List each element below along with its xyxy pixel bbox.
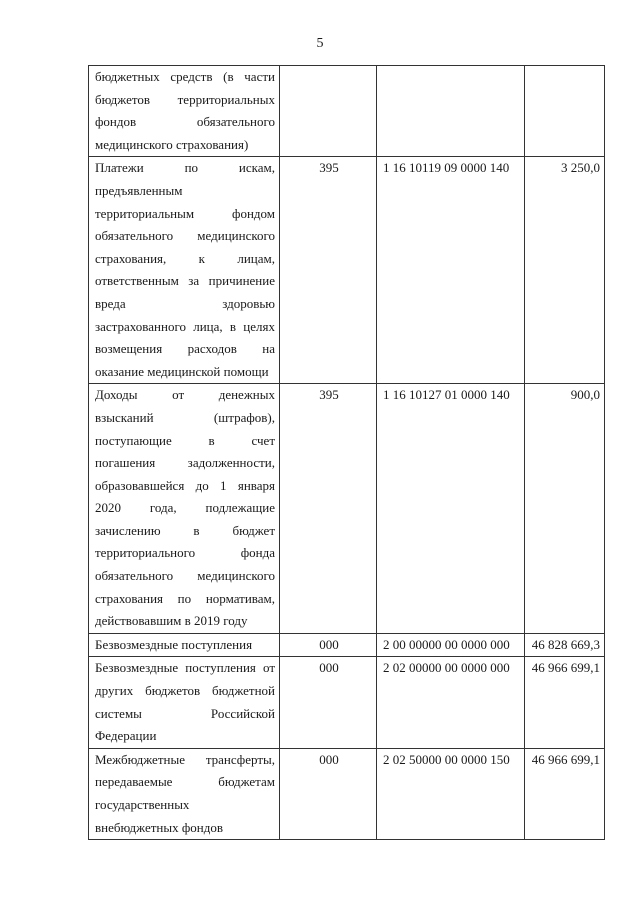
administrator-code-cell: 000: [280, 657, 377, 748]
page-number: 5: [316, 36, 324, 51]
amount-cell: 3 250,0: [525, 157, 605, 384]
table-row: [89, 66, 605, 157]
budget-classification-code-cell: 2 00 00000 00 0000 000: [377, 633, 525, 657]
budget-classification-code-cell: 1 16 10127 01 0000 140: [377, 384, 525, 634]
revenue-name-cell: [89, 633, 280, 657]
revenue-name-line: Межбюджетные трансферты,: [95, 751, 275, 767]
revenue-name-line: действовавшим в 2019 году: [95, 613, 248, 629]
revenue-name-line: передаваемые бюджетам: [95, 774, 275, 790]
revenue-name-line: обязательного медицинского: [95, 568, 275, 584]
table-row: [89, 384, 605, 634]
revenue-name-cell: [89, 66, 280, 157]
revenue-name-line: Платежи по искам,: [95, 160, 275, 176]
revenue-name-cell: [89, 157, 280, 384]
revenue-name-line: оказание медицинской помощи: [95, 363, 269, 379]
revenue-name-line: зачислению в бюджет: [95, 522, 275, 538]
revenue-name-line: обязательного медицинского: [95, 228, 275, 244]
table-row: [89, 157, 605, 384]
revenue-name-cell: [89, 657, 280, 748]
revenue-name-line: Безвозмездные поступления от: [95, 660, 275, 676]
revenue-name-line: бюджетов территориальных: [95, 91, 275, 107]
budget-revenue-table: [88, 65, 605, 840]
revenue-name-line: Безвозмездные поступления: [95, 636, 253, 652]
revenue-name-line: страхования по нормативам,: [95, 590, 275, 606]
table-body: [89, 66, 605, 840]
revenue-name-line: системы Российской: [95, 705, 275, 721]
revenue-name-line: Федерации: [95, 728, 157, 744]
administrator-code-cell: 395: [280, 384, 377, 634]
revenue-name-line: территориальным фондом: [95, 205, 275, 221]
table-row: [89, 633, 605, 657]
revenue-name-line: фондов обязательного: [95, 114, 275, 130]
administrator-code-cell: 000: [280, 633, 377, 657]
budget-classification-code-cell: 2 02 00000 00 0000 000: [377, 657, 525, 748]
table-row: [89, 657, 605, 748]
administrator-code-cell: 395: [280, 157, 377, 384]
revenue-name-line: возмещения расходов на: [95, 341, 275, 357]
revenue-name-line: внебюджетных фондов: [95, 819, 223, 835]
amount-cell: 46 966 699,1: [525, 748, 605, 839]
amount-cell: 46 828 669,3: [525, 633, 605, 657]
revenue-name-line: поступающие в счет: [95, 432, 275, 448]
revenue-name-cell: [89, 748, 280, 839]
revenue-name-line: образовавшейся до 1 января: [95, 477, 275, 493]
table-row: [89, 748, 605, 839]
revenue-name-line: медицинского страхования): [95, 136, 249, 152]
revenue-name-line: страхования, к лицам,: [95, 250, 275, 266]
revenue-name-line: предъявленным: [95, 182, 183, 198]
revenue-name-line: бюджетных средств (в части: [95, 69, 275, 84]
amount-cell: [525, 66, 605, 157]
revenue-name-line: Доходы от денежных: [95, 387, 275, 403]
administrator-code-cell: [280, 66, 377, 157]
revenue-name-line: территориального фонда: [95, 545, 275, 561]
revenue-name-line: застрахованного лица, в целях: [95, 318, 275, 334]
revenue-name-line: вреда здоровью: [95, 295, 275, 311]
revenue-name-line: взысканий (штрафов),: [95, 409, 275, 425]
budget-classification-code-cell: [377, 66, 525, 157]
administrator-code-cell: 000: [280, 748, 377, 839]
amount-cell: 900,0: [525, 384, 605, 634]
revenue-name-line: государственных: [95, 797, 190, 812]
revenue-name-line: ответственным за причинение: [95, 273, 275, 289]
revenue-name-line: 2020 года, подлежащие: [95, 500, 275, 516]
amount-cell: 46 966 699,1: [525, 657, 605, 748]
budget-classification-code-cell: 1 16 10119 09 0000 140: [377, 157, 525, 384]
revenue-name-cell: [89, 384, 280, 634]
budget-classification-code-cell: 2 02 50000 00 0000 150: [377, 748, 525, 839]
revenue-name-line: погашения задолженности,: [95, 455, 275, 471]
revenue-name-line: других бюджетов бюджетной: [95, 683, 275, 699]
